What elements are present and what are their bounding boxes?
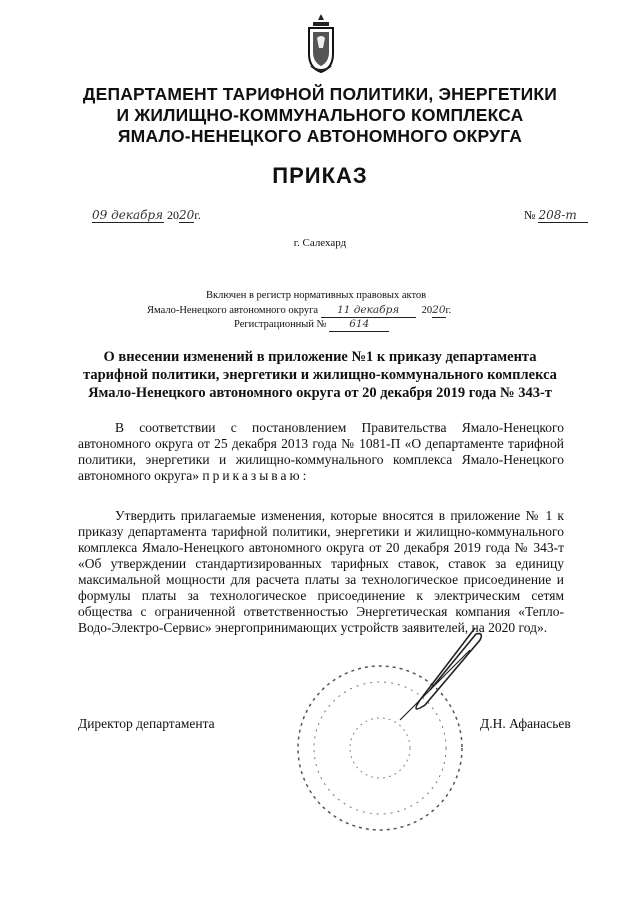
preamble-text: В соответствии с постановлением Правительства Ямало-Ненецкого автономного округа от 25 декабря 2013 года № 1081-П «О департаменте тарифной политики, энергетики и жилищно-коммунального комплекса Ямало-Ненецкого автономного округа» (78, 420, 564, 483)
subject-line-2: тарифной политики, энергетики и жилищно-коммунального комплекса (83, 367, 557, 383)
order-word: приказываю: (202, 468, 310, 483)
department-line-1: ДЕПАРТАМЕНТ ТАРИФНОЙ ПОЛИТИКИ, ЭНЕРГЕТИКИ (82, 84, 558, 104)
registry-line-1: Включен в регистр нормативных правовых актов (206, 290, 427, 301)
signatory-title: Директор департамента (78, 716, 215, 731)
registry-date-handwritten: 11 декабря (321, 303, 416, 318)
order-year-handwritten: 20 (179, 208, 195, 222)
handwritten-signature (380, 620, 490, 730)
city-name: г. Салехард (293, 237, 347, 249)
preamble-paragraph (78, 420, 564, 484)
registry-year-handwritten: 20 (432, 304, 446, 316)
department-line-2: И ЖИЛИЩНО-КОММУНАЛЬНОГО КОМПЛЕКСА (116, 105, 524, 125)
registry-region: Ямало-Ненецкого автономного округа (147, 305, 319, 316)
department-name (40, 84, 600, 147)
operative-paragraph: Утвердить прилагаемые изменения, которые вносятся в приложение № 1 к приказу департамента тарифной политики, энергетики и жилищно-коммунального комплекса Ямало-Ненецкого автономного округа от 20 декабря 2019 года № 343-т «Об утверждении стандартизированных тарифных ставок, ставок за единицу максимальной мощности для расчета платы за технологическое присоединение и формулы платы за технологическое присоединение к электрическим сетям общества с ограниченной ответственностью Энергетическая компания «Тепло-Водо-Электро-Сервис» энергопринимающих устройств заявителей, на 2020 год». (78, 508, 564, 635)
order-year-prefix: 20 (167, 208, 179, 222)
order-number-handwritten: 208-т (538, 208, 588, 223)
order-subject (60, 348, 580, 402)
order-year-end: г. (194, 208, 201, 222)
registry-number-handwritten: 614 (329, 317, 389, 332)
registry-year-prefix: 20 (421, 305, 433, 316)
registry-year-end: г. (445, 305, 452, 316)
department-line-3: ЯМАЛО-НЕНЕЦКОГО АВТОНОМНОГО ОКРУГА (117, 126, 523, 146)
coat-of-arms-emblem (303, 12, 339, 76)
order-number-sign: № (524, 208, 536, 222)
subject-line-3: Ямало-Ненецкого автономного округа от 20 декабря 2019 года № 343-т (88, 385, 552, 401)
subject-line-1: О внесении изменений в приложение №1 к приказу департамента (103, 349, 537, 365)
order-date (92, 208, 201, 223)
registry-number-label: Регистрационный № (234, 319, 327, 330)
order-date-handwritten: 09 декабря (92, 208, 164, 222)
registry-line-2 (147, 303, 451, 318)
signatory-name: Д.Н. Афанасьев (480, 716, 571, 731)
order-number (524, 208, 588, 223)
registry-line-3 (234, 317, 389, 332)
document-type-title: ПРИКАЗ (272, 163, 368, 188)
